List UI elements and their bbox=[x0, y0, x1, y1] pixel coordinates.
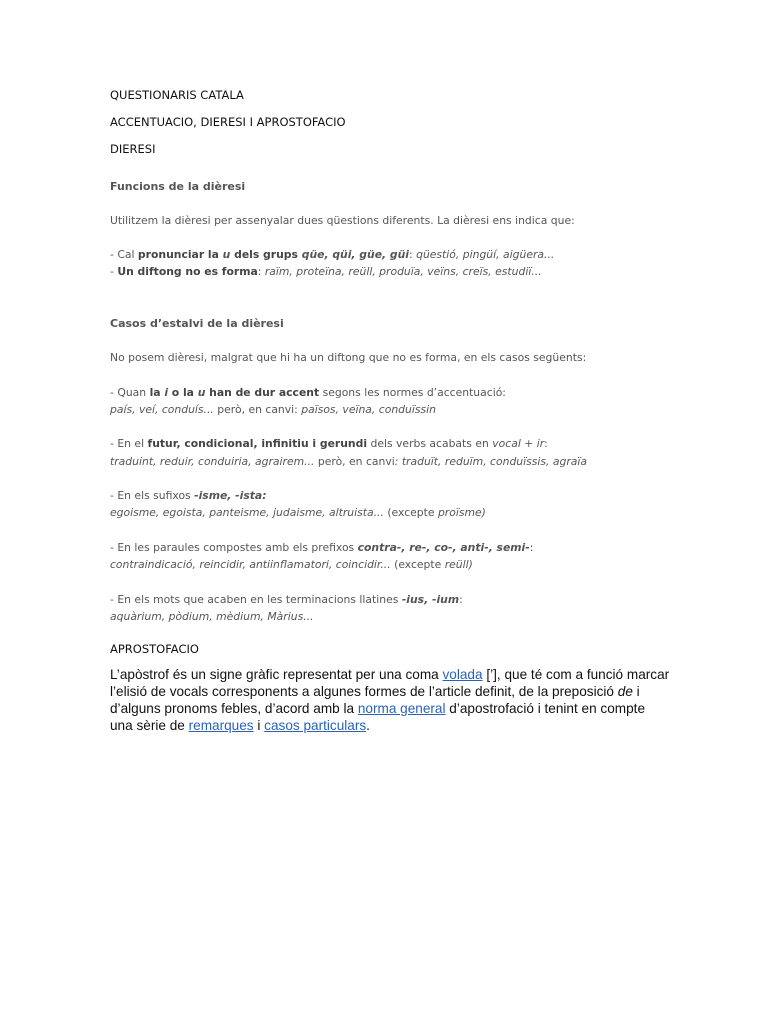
item-colon: : bbox=[544, 437, 548, 450]
item-text: (excepte bbox=[383, 506, 438, 519]
casos-particulars-link[interactable]: casos particulars bbox=[264, 718, 367, 733]
paragraph-text: L’apòstrof és un signe gràfic representat per una coma bbox=[110, 667, 443, 682]
item-text: segons les normes d’accentuació: bbox=[319, 386, 506, 399]
casos-item-2 bbox=[110, 437, 548, 450]
paragraph-text: . bbox=[366, 718, 370, 733]
item-colon: : bbox=[459, 593, 463, 606]
item-text: dels verbs acabats en bbox=[367, 437, 493, 450]
item-examples: egoisme, egoista, panteisme, judaisme, altruista... bbox=[110, 506, 384, 519]
item-text: però, en canvi bbox=[314, 455, 395, 468]
casos-item-2-examples bbox=[110, 455, 587, 468]
item-examples: raïm, proteïna, reüll, produïa, veïns, creïs, estudiï... bbox=[264, 265, 542, 278]
section-dieresi-heading: DIERESI bbox=[110, 142, 156, 156]
item-prefix: - En les paraules compostes amb els prefixos bbox=[110, 541, 358, 554]
item-bold-italic: qüe, qüi, güe, güi bbox=[301, 248, 410, 261]
item-bold-italic: i bbox=[164, 386, 169, 399]
casos-item-1-examples bbox=[110, 403, 436, 416]
casos-item-3-examples bbox=[110, 506, 486, 519]
apostrofacio-heading: APROSTOFACIO bbox=[110, 642, 199, 656]
item-bold: o la bbox=[168, 386, 198, 399]
casos-item-5-examples bbox=[110, 610, 314, 623]
item-prefix: - En el bbox=[110, 437, 148, 450]
item-examples: aquàrium, pòdium, mèdium, Màrius... bbox=[110, 610, 314, 623]
paragraph-text: d’apostrofació i tenint en compte una sèrie de bbox=[110, 701, 646, 733]
item-bold-italic: u bbox=[197, 386, 206, 399]
volada-link[interactable]: volada bbox=[442, 667, 483, 682]
item-colon: : bbox=[257, 265, 265, 278]
funcions-item-2 bbox=[110, 265, 542, 278]
item-bold-italic: -ius, -ium bbox=[401, 593, 460, 606]
funcions-intro: Utilitzem la dièresi per assenyalar dues qüestions diferents. La dièresi ens indica que: bbox=[110, 214, 575, 227]
casos-item-4-examples bbox=[110, 558, 473, 571]
item-bold: Un diftong no es forma bbox=[117, 265, 258, 278]
casos-heading: Casos d’estalvi de la dièresi bbox=[110, 317, 284, 330]
item-examples: : traduït, reduïm, conduïssis, agraïa bbox=[394, 455, 588, 468]
casos-item-3 bbox=[110, 489, 267, 502]
item-bold-italic: u bbox=[222, 248, 231, 261]
item-bold: han de dur accent bbox=[205, 386, 320, 399]
norma-general-link[interactable]: norma general bbox=[357, 701, 446, 716]
casos-item-4 bbox=[110, 541, 533, 554]
paragraph-italic: de bbox=[617, 684, 633, 699]
casos-item-1 bbox=[110, 386, 506, 399]
item-text: però, en canvi: bbox=[213, 403, 302, 416]
item-bold: la bbox=[149, 386, 165, 399]
item-prefix: - En els mots que acaben en les terminacions llatines bbox=[110, 593, 402, 606]
item-examples: reüll) bbox=[444, 558, 473, 571]
funcions-heading: Funcions de la dièresi bbox=[110, 180, 246, 193]
item-prefix: - En els sufixos bbox=[110, 489, 195, 502]
item-examples: traduint, reduir, conduiria, agrairem... bbox=[110, 455, 315, 468]
doc-subtitle: ACCENTUACIO, DIERESI I APROSTOFACIO bbox=[110, 115, 346, 129]
apostrofacio-paragraph bbox=[110, 666, 670, 734]
paragraph-text: i d’alguns pronoms febles, d’acord amb la bbox=[110, 684, 640, 716]
item-bold-italic: contra-, re-, co-, anti-, semi- bbox=[357, 541, 530, 554]
item-prefix: - Quan bbox=[110, 386, 150, 399]
item-examples: qüestió, pingüí, aigüera... bbox=[416, 248, 555, 261]
item-prefix: - bbox=[110, 265, 118, 278]
paragraph-text: i bbox=[253, 718, 265, 733]
item-bold-italic: -isme, -ista: bbox=[194, 489, 267, 502]
item-examples: països, veïna, conduïssin bbox=[301, 403, 436, 416]
item-prefix: - Cal bbox=[110, 248, 138, 261]
item-italic: vocal + ir bbox=[492, 437, 545, 450]
item-bold: dels grups bbox=[230, 248, 302, 261]
item-colon: : bbox=[529, 541, 534, 554]
item-examples: contraindicació, reincidir, antiinflamatori, coincidir... bbox=[110, 558, 391, 571]
item-examples: país, veí, conduís... bbox=[110, 403, 214, 416]
item-colon: : bbox=[409, 248, 417, 261]
item-examples: proïsme) bbox=[437, 506, 486, 519]
casos-item-5 bbox=[110, 593, 463, 606]
remarques-link[interactable]: remarques bbox=[188, 718, 254, 733]
item-text: (excepte bbox=[390, 558, 445, 571]
doc-title: QUESTIONARIS CATALA bbox=[110, 88, 244, 102]
item-bold: futur, condicional, infinitiu i gerundi bbox=[147, 437, 368, 450]
casos-intro: No posem dièresi, malgrat que hi ha un diftong que no es forma, en els casos següents: bbox=[110, 351, 587, 364]
item-bold: pronunciar la bbox=[137, 248, 223, 261]
paragraph-text: [’], que té com a funció marcar l’elisió de vocals corresponents a algunes formes de l’article definit, de la preposició bbox=[110, 667, 670, 699]
funcions-item-1 bbox=[110, 248, 554, 261]
